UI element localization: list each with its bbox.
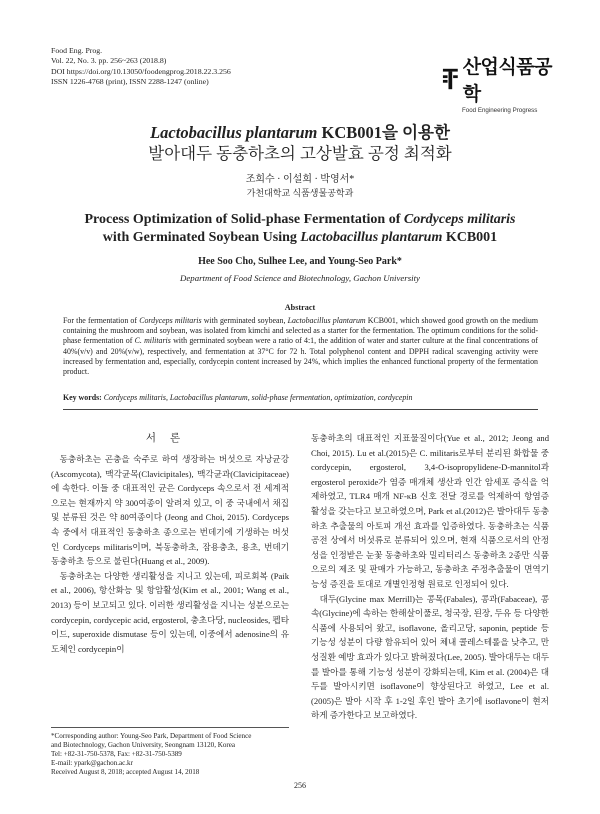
english-authors: Hee Soo Cho, Sulhee Lee, and Young-Seo Park* [198,256,402,267]
korean-authors: 조희수 · 이설희 · 박영서* [245,174,355,185]
journal-volume: Vol. 22, No. 3. pp. 256~263 (2018.8) [51,56,167,66]
korean-title [0,122,600,164]
footnote-line: Tel: +82-31-750-5378, Fax: +82-31-750-5389 [51,750,182,758]
abstract-heading: Abstract [284,303,316,312]
left-column [51,452,289,656]
footnote-line: and Biotechnology, Gachon University, Seongnam 13120, Korea [51,741,236,749]
journal-issn: ISSN 1226-4768 (print), ISSN 2288-1247 (online) [51,77,209,87]
journal-info [51,46,231,88]
korean-title-strain: KCB001을 이용한 [317,123,450,142]
english-title-strain: KCB001 [442,230,498,245]
logo-text: 산업식품공학 [462,56,552,105]
abstract-divider [63,409,538,410]
footnote-divider [51,727,289,728]
journal-logo [442,52,562,114]
korean-affiliation: 가천대학교 식품생물공학과 [246,188,354,198]
keywords-list: Cordyceps militaris, Lactobacillus plantarum, solid-phase fermentation, optimization, cordycepin [101,393,413,402]
abstract-text: with germinated soybean were a ratio of 4:1, the addition of water and starter culture at the final concentrations of 40%(v/v) and 20%(v/w), respectively, and fermentation at 37°C for 72 h. Total polyphenol content and DPPH radical scavenging activity were increased by fermentation and, especially, cordycepin content increased by 24%, which implies the enhanced functional property of the fermentation product. [63,336,538,377]
section-heading: 서론 [145,433,195,444]
paragraph: 대두(Glycine max Merrill)는 콩목(Fabales), 콩과(Fabaceae), 콩속(Glycine)에 속하는 한해살이풀로, 청국장, 된장, 두유 등 다양한 식품에 사용되어 왔고, isoflavone, 올리고당, saponin, peptide 등 기능성 성분이 다량 함유되어 있어 체내 콜레스테롤을 낮추고, 만성질환 예방 효과가 있다고 밝혀졌다(Lee, 2005). 발아대두는 대두를 발아를 통해 기능성 성분이 강화되는데, Kim et al. (2004)은 대두를 발아시키면 isoflavone이 향상된다고 하였고, Lee et al. (2005)은 발아 시작 후 1-2일 후인 발아 초기에 isoflavone이 현저하게 증가한다고 보고하였다. [311,593,549,721]
logo-subtitle: Food Engineering Progress [462,107,538,114]
abstract-text: KCB001, which showed good growth on the medium containing the mushroom and soybean, was isolated from kimchi and selected as a starter for the fermentation. The optimum conditions for the solid-phase fermentation of [63,316,538,346]
journal-name: Food Eng. Prog. [51,46,103,55]
footnote-line: Received August 8, 2018; accepted August 14, 2018 [51,768,200,776]
abstract-text: with germinated soybean, [201,316,288,325]
abstract-body [63,316,538,377]
paragraph: 동충하초는 곤충을 숙주로 하여 생장하는 버섯으로 자낭균강(Ascomycota), 맥각균목(Clavicipitales), 맥각균과(Clavicipitaceae)에 속한다. 이들 중 대표적인 균은 Cordyceps 속으로서 전 세계적으로는 현재까지 약 300여종이 알려져 있고, 이 중 국내에서 채집 및 분류된 것은 약 80여종이다 (Jeong and Choi, 2015). Cordyceps 속 중에서 대표적인 동충하초 종으로는 번데기에 기생하는 버섯인 Cordyceps militaris이며, 북동충하초, 잠용충초, 용초, 번데기 동충하초 등으로 불린다(Huang et al., 2009). [51,454,289,567]
abstract-species: Cordyceps militaris [139,316,202,325]
keywords-label: Key words: [63,393,102,402]
english-title [0,211,600,247]
right-column [311,431,549,723]
english-affiliation: Department of Food Science and Biotechnology, Gachon University [180,273,420,283]
journal-doi: DOI https://doi.org/10.13050/foodengprog.2018.22.3.256 [51,66,231,76]
logo-mark-icon [442,66,459,92]
keywords [63,393,538,402]
paragraph: 동충하초는 다양한 생리활성을 지니고 있는데, 피로회복 (Paik et al., 2006), 항산화능 및 항암활성(Kim et al., 2001; Wang et al., 2013) 등이 보고되고 있다. 이러한 생리활성을 지니는 성분으로는 cordycepin, cordycepic acid, ergosterol, 충초다당, nucleosides, 펩타이드, superoxide dismutase 등이 있는데, 이중에서 adenosine의 유도체인 cordycepin이 [51,570,289,654]
korean-title-species: Lactobacillus plantarum [150,123,318,142]
abstract-text: For the fermentation of [63,316,140,325]
abstract-species: Lactobacillus plantarum [287,316,366,325]
english-title-line1: Process Optimization of Solid-phase Fermentation of [84,212,404,227]
footnote-line: *Corresponding author: Young-Seo Park, Department of Food Science [51,732,252,740]
paragraph: 동충하초의 대표적인 지표물질이다(Yue et al., 2012; Jeong and Choi, 2015). Lu et al.(2015)은 C. militaris로부터 분리된 화합물 중 cordycepin, ergosterol, 3,4-O-isopropylidene-D-mannitol과 ergosterol peroxide가 염증 매개체 생산과 인간 암세포 증식을 억제하였고, TLR4 매개 NF-κB 신호 전달 경로를 억제하여 항염증 활성을 갖는다고 보고하였으며, Park et al.(2012)은 발아대두 동충하초 추출물의 아토피 개선 효과를 입증하였다. 동충하초는 식품공전 상에서 버섯류로 분류되어 있으며, 현재 식품으로서의 안정성을 인정받은 눈꽃 동충하초와 밀리터리스 동충하초 2종만 식품으로의 제조 및 판매가 가능하고, 동충하초 주정추출물이 면역기능성 증진을 토대로 개별인정형 원료로 인정되어 있다. [311,433,549,589]
korean-title-line2: 발아대두 동충하초의 고상발효 공정 최적화 [148,144,452,163]
english-title-line2: with Germinated Soybean Using [102,230,301,245]
page-number: 256 [294,781,306,790]
footnote-line: E-mail: ypark@gachon.ac.kr [51,759,133,767]
abstract-species: C. militaris [134,336,171,346]
english-title-species1: Cordyceps militaris [403,212,516,227]
english-title-species2: Lactobacillus plantarum [300,230,443,245]
footnote [51,732,301,777]
